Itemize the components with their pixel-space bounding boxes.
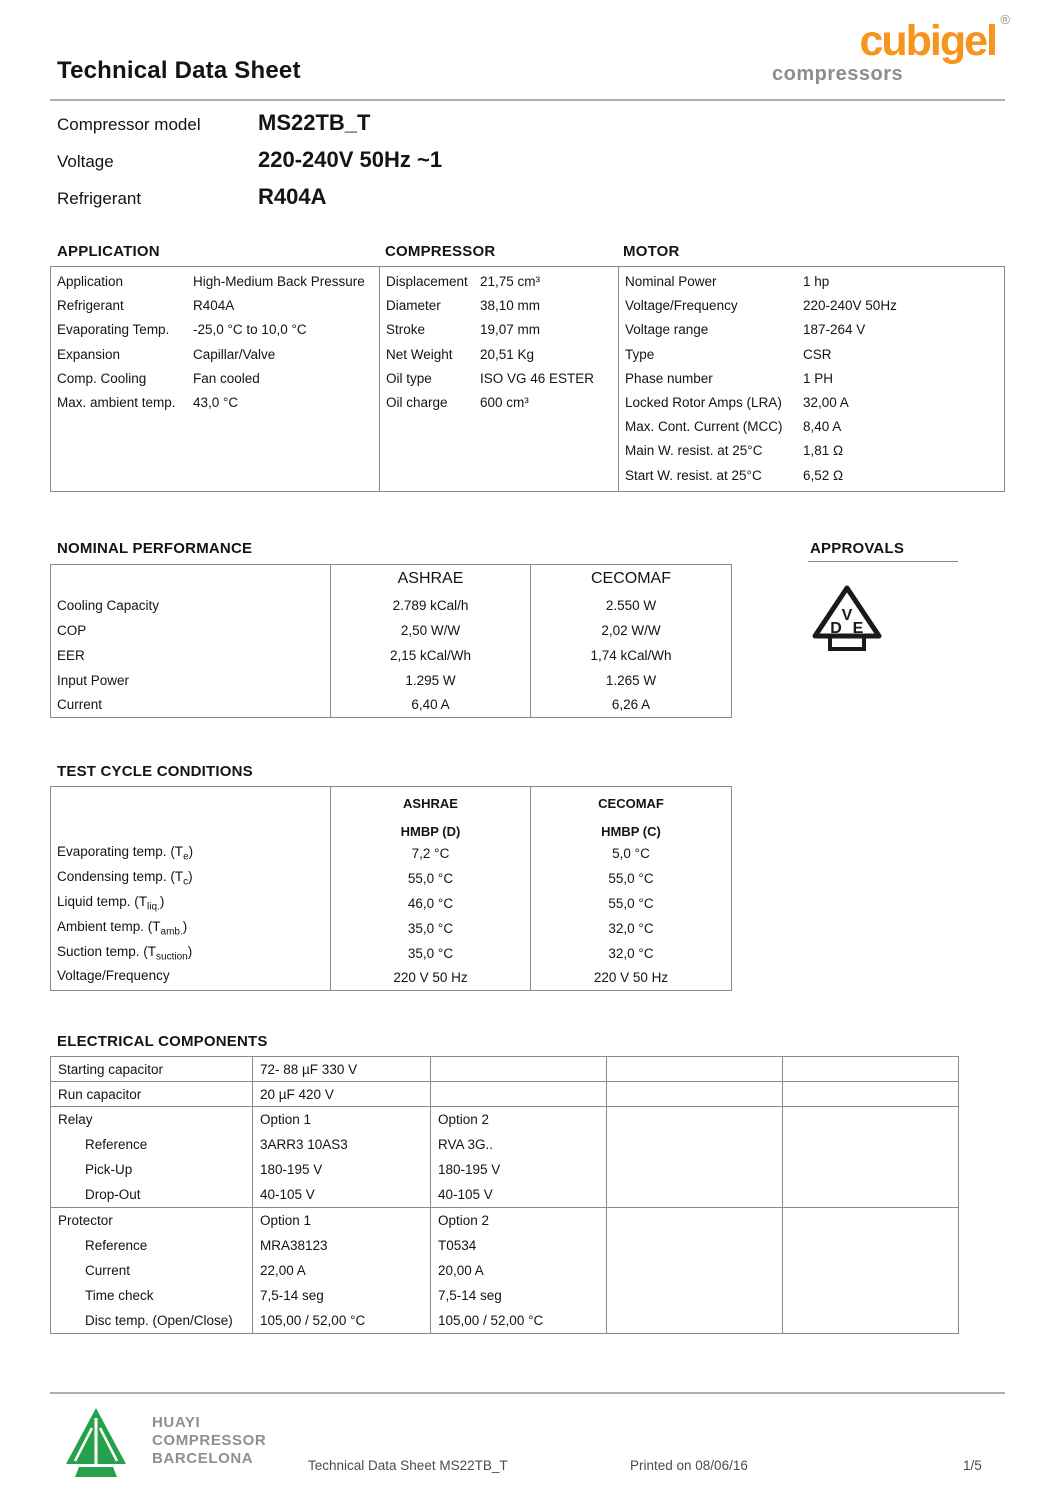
table-row [380,322,618,346]
option-2-value [431,1057,607,1082]
footer-page-number: 1/5 [963,1458,982,1473]
table-row [619,395,1004,419]
table-row [51,891,732,916]
label-text: Evaporating temp. (T [57,843,184,859]
option-2-value [431,1082,607,1107]
logo-text-line: BARCELONA [152,1450,254,1467]
row-label: Reference [85,1237,148,1253]
model-info-value: R404A [258,184,327,209]
row-label: Oil charge [386,394,448,410]
header-cell-ashrae [331,787,531,841]
label-text: ) [188,868,193,884]
row-label: Type [625,346,655,362]
row-label: Protector [58,1212,113,1228]
page-title: Technical Data Sheet [57,57,301,84]
table-row [51,593,732,618]
option-3-value [607,1182,783,1207]
row-label: Relay [58,1112,93,1128]
row-label: Cooling Capacity [57,597,160,613]
ashrae-value: 2,15 kCal/Wh [331,643,531,668]
header-name: CECOMAF [598,796,664,811]
model-info-label: Compressor model [57,115,201,134]
header-cell-empty [51,565,331,593]
row-label [51,841,331,866]
model-info-value: MS22TB_T [258,110,371,135]
header-cell-cecomaf [531,787,732,841]
compressor-column [379,267,618,491]
cecomaf-value: 2.550 W [531,593,732,618]
row-label: Input Power [57,672,130,688]
table-row [51,841,732,866]
option-1-value: 180-195 V [253,1157,431,1182]
row-label: Evaporating Temp. [57,322,170,338]
table-row [51,322,379,346]
ashrae-value: 35,0 °C [331,916,531,941]
table-row [51,298,379,322]
row-label: Locked Rotor Amps (LRA) [625,394,782,410]
row-value: High-Medium Back Pressure [193,274,365,289]
table-row [380,347,618,371]
option-2-value: RVA 3G.. [431,1132,607,1157]
svg-text:V: V [841,607,853,624]
table-row [51,643,732,668]
table-row [51,1283,959,1308]
cecomaf-value: 55,0 °C [531,891,732,916]
row-value: Capillar/Valve [193,346,276,362]
row-value: 19,07 mm [480,322,541,338]
option-1-value: 72- 88 µF 330 V [253,1057,431,1082]
table-row [51,866,732,891]
option-1-value: 7,5-14 seg [253,1283,431,1308]
row-value: R404A [193,298,235,314]
row-label: Oil type [386,370,432,386]
table-row [51,1208,959,1233]
table-row [51,1233,959,1258]
option-1-value: Option 1 [253,1208,431,1233]
option-4-value [783,1283,959,1308]
ashrae-value: 7,2 °C [331,841,531,866]
row-label [51,891,331,916]
option-3-value [607,1208,783,1233]
option-2-value: Option 2 [431,1208,607,1233]
row-label: Main W. resist. at 25°C [625,443,763,459]
label-text: Suction temp. (T [57,943,157,959]
row-label: Max. Cont. Current (MCC) [625,419,783,435]
row-label: COP [57,622,87,638]
row-label: Current [57,697,103,713]
model-info-label: Refrigerant [57,189,142,208]
option-2-value: 105,00 / 52,00 °C [431,1308,607,1333]
option-4-value [783,1308,959,1333]
option-4-value [783,1233,959,1258]
table-row [51,371,379,395]
table-row [380,298,618,322]
svg-text:D: D [830,620,842,637]
electrical-components-table [50,1056,958,1334]
model-info-row [57,147,657,184]
table-row [51,1082,959,1107]
table-row [51,693,732,718]
table-row [380,395,618,419]
section-title-application: APPLICATION [57,243,160,260]
cecomaf-value: 1.265 W [531,668,732,693]
row-label: Net Weight [386,346,453,362]
model-info [57,110,657,221]
model-info-value: 220-240V 50Hz ~1 [258,147,443,172]
label-text: Voltage/Frequency [57,968,170,984]
table-row [51,1132,959,1157]
row-value: 1,81 Ω [803,443,844,459]
option-4-value [783,1082,959,1107]
ashrae-value: 220 V 50 Hz [331,966,531,991]
application-column [51,267,379,491]
row-value: 187-264 V [803,322,866,338]
row-label: Drop-Out [51,1182,253,1207]
cecomaf-value: 32,0 °C [531,941,732,966]
header-cell-cecomaf: CECOMAF [531,565,732,593]
table-header-row [51,787,732,841]
section-title-nominal-performance: NOMINAL PERFORMANCE [57,540,253,557]
model-info-label: Voltage [57,152,114,171]
row-value: Fan cooled [193,370,260,386]
row-label [51,916,331,941]
row-label [51,966,331,991]
footer-printed-date: Printed on 08/06/16 [630,1458,748,1473]
option-2-value: 7,5-14 seg [431,1283,607,1308]
test-cycle-conditions-table [50,786,731,991]
label-subscript: c [183,876,189,888]
table-row [619,274,1004,298]
option-2-value: 20,00 A [431,1258,607,1283]
option-1-value: 3ARR3 10AS3 [253,1132,431,1157]
option-4-value [783,1107,959,1132]
cecomaf-value: 2,02 W/W [531,618,732,643]
table-row [619,468,1004,492]
row-label: Comp. Cooling [57,370,147,386]
table-row [619,347,1004,371]
option-4-value [783,1132,959,1157]
row-label: Pick-Up [85,1162,133,1178]
row-value: CSR [803,346,832,362]
label-subscript: suction [156,951,188,963]
label-subscript: e [183,851,189,863]
table-row [51,347,379,371]
svg-text:E: E [852,620,864,637]
footer-document-title: Technical Data Sheet MS22TB_T [308,1458,508,1473]
row-value: 38,10 mm [480,298,541,314]
section-title-test-cycle: TEST CYCLE CONDITIONS [57,763,253,780]
approvals-divider [808,561,958,562]
motor-column [618,267,1004,491]
logo-text-line: HUAYI [152,1414,201,1431]
option-1-value: 105,00 / 52,00 °C [253,1308,431,1333]
label-text: Ambient temp. (T [57,918,161,934]
option-2-value: T0534 [431,1233,607,1258]
option-1-value: 40-105 V [253,1182,431,1207]
row-label: Application [57,274,124,289]
table-row [51,274,379,298]
ashrae-value: 1.295 W [331,668,531,693]
cecomaf-value: 220 V 50 Hz [531,966,732,991]
table-row [619,322,1004,346]
table-row [51,916,732,941]
section-title-motor: MOTOR [623,243,680,260]
table-row [51,1182,959,1207]
row-label: EER [57,647,85,663]
footer-divider [50,1392,1005,1394]
row-value: 8,40 A [803,419,842,435]
ashrae-value: 46,0 °C [331,891,531,916]
row-label: Time check [85,1288,154,1304]
ashrae-value: 2.789 kCal/h [331,593,531,618]
ashrae-value: 6,40 A [331,693,531,718]
header-subname: HMBP (D) [400,824,461,839]
header-subname: HMBP (C) [601,824,661,839]
label-text: ) [182,918,188,934]
table-header-row [51,565,732,593]
table-row [51,1057,959,1082]
table-row [51,941,732,966]
table-row [51,1258,959,1283]
row-value: 43,0 °C [193,394,239,410]
registered-trademark-icon: ® [1000,12,1010,27]
row-label: Refrigerant [57,298,124,314]
table-row [51,395,379,419]
table-row [51,668,732,693]
ashrae-value: 35,0 °C [331,941,531,966]
row-value: 20,51 Kg [480,346,535,362]
cubigel-logo-wordmark: cubigel [859,17,996,65]
option-3-value [607,1082,783,1107]
row-label: Voltage/Frequency [625,298,738,314]
table-row [51,1157,959,1182]
header-cell-empty [51,787,331,841]
row-value: ISO VG 46 ESTER [480,370,595,386]
label-subscript: liq. [147,901,160,913]
vde-approval-mark-icon [808,584,886,661]
option-3-value [607,1283,783,1308]
label-text: Liquid temp. (T [57,893,148,909]
row-label [51,941,331,966]
ashrae-value: 2,50 W/W [331,618,531,643]
row-value: 32,00 A [803,394,849,410]
cecomaf-value: 55,0 °C [531,866,732,891]
section-title-electrical-components: ELECTRICAL COMPONENTS [57,1033,268,1050]
header-name: ASHRAE [403,796,458,811]
cubigel-logo [770,6,1010,96]
row-label: Max. ambient temp. [57,394,176,410]
table-row [51,1107,959,1132]
row-label: Displacement [386,274,468,289]
option-3-value [607,1258,783,1283]
row-label: Voltage range [625,322,709,338]
cecomaf-value: 5,0 °C [531,841,732,866]
table-row [619,298,1004,322]
row-value: 21,75 cm³ [480,274,541,289]
row-value: 600 cm³ [480,394,529,410]
option-1-value: Option 1 [253,1107,431,1132]
option-3-value [607,1057,783,1082]
row-label: Reference [85,1137,148,1153]
option-4-value [783,1057,959,1082]
option-1-value: 22,00 A [253,1258,431,1283]
label-text: Condensing temp. (T [57,868,184,884]
row-label: Run capacitor [51,1082,253,1107]
table-row [619,371,1004,395]
ashrae-value: 55,0 °C [331,866,531,891]
option-3-value [607,1308,783,1333]
row-label: Start W. resist. at 25°C [625,467,762,483]
row-label: Expansion [57,346,121,362]
option-1-value: MRA38123 [253,1233,431,1258]
row-value: 220-240V 50Hz [803,298,897,314]
section-title-compressor: COMPRESSOR [385,243,496,260]
table-row [51,618,732,643]
option-3-value [607,1157,783,1182]
row-label: Nominal Power [625,274,717,289]
option-2-value: Option 2 [431,1107,607,1132]
row-label: Current [85,1263,131,1279]
row-label: Disc temp. (Open/Close) [85,1313,233,1329]
row-value: -25,0 °C to 10,0 °C [193,322,307,338]
model-info-row [57,184,657,221]
cecomaf-value: 1,74 kCal/Wh [531,643,732,668]
model-info-row [57,110,657,147]
option-3-value [607,1107,783,1132]
option-4-value [783,1258,959,1283]
table-row [51,1308,959,1333]
option-3-value [607,1132,783,1157]
option-4-value [783,1208,959,1233]
table-row [380,371,618,395]
label-text: ) [159,893,165,909]
cecomaf-value: 32,0 °C [531,916,732,941]
option-3-value [607,1233,783,1258]
label-text: ) [188,843,194,859]
header-divider [50,99,1005,101]
logo-text-line: COMPRESSOR [152,1432,267,1449]
table-row [619,443,1004,467]
option-1-value: 20 µF 420 V [253,1082,431,1107]
huayi-logo-text [152,1414,266,1468]
row-value: 6,52 Ω [803,467,844,483]
cubigel-logo-subtext: compressors [772,63,904,85]
row-label: Diameter [386,298,441,314]
header-cell-ashrae: ASHRAE [331,565,531,593]
row-label [51,866,331,891]
cecomaf-value: 6,26 A [531,693,732,718]
table-row [380,274,618,298]
row-value: 1 hp [803,274,830,289]
label-text: ) [187,943,193,959]
table-row [51,966,732,991]
huayi-compressor-logo-icon [62,1406,130,1487]
section-title-approvals: APPROVALS [810,540,905,557]
row-value: 1 PH [803,370,834,386]
label-subscript: amb. [160,926,183,938]
application-compressor-motor-table [50,266,1005,492]
option-4-value [783,1182,959,1207]
nominal-performance-table [50,564,731,718]
row-label: Starting capacitor [51,1057,253,1082]
option-2-value: 40-105 V [431,1182,607,1207]
row-label: Phase number [625,370,713,386]
table-row [619,419,1004,443]
row-label: Stroke [386,322,426,338]
option-2-value: 180-195 V [431,1157,607,1182]
option-4-value [783,1157,959,1182]
